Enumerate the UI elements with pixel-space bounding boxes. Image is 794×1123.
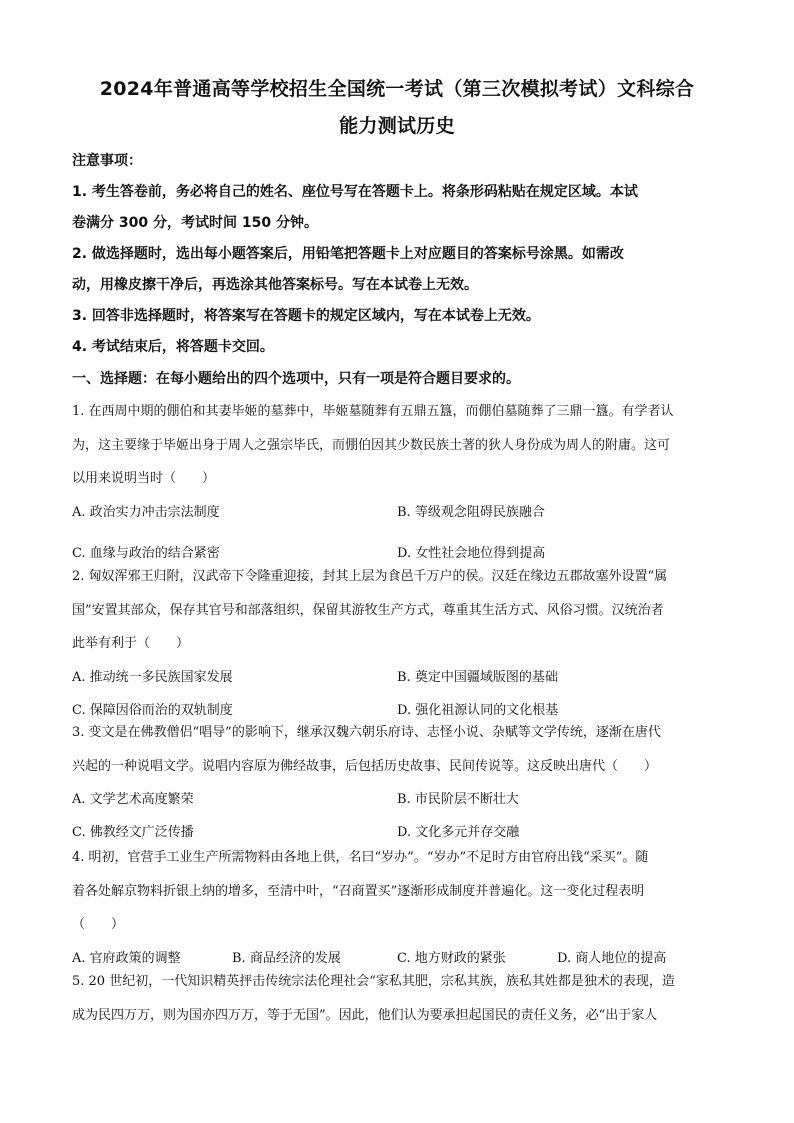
instruction-2: 2. 做选择题时，选出每小题答案后，用铅笔把答题卡上对应题目的答案标号涂黑。如需改 [72,246,624,262]
option-a[interactable]: A. 推动统一多民族国家发展 [72,669,233,685]
option-c[interactable]: C. 血缘与政治的结合紧密 [72,545,220,561]
question-text: 4. 明初，官营手工业生产所需物料由各地上供，名曰“岁办”。“岁办”不足时方由官府出钱“采买”。随 [72,850,649,865]
options-row [72,783,724,816]
instructions-heading: 注意事项： [72,153,142,169]
option-a[interactable]: A. 文学艺术高度繁荣 [72,792,194,807]
options-row [72,661,724,694]
option-b[interactable]: B. 等级观念阻碍民族融合 [397,504,545,520]
instruction-3: 3. 回答非选择题时，将答案写在答题卡的规定区域内，写在本试卷上无效。 [72,308,540,324]
question-text: 兴起的一种说唱文学。说唱内容原为佛经故事，后包括历史故事、民间传说等。这反映出唐代（ ） [72,758,658,774]
instructions [72,146,722,363]
exam-subtitle: 能力测试历史 [339,115,455,137]
section-heading: 一、选择题：在每小题给出的四个选项中，只有一项是符合题目要求的。 [72,371,520,387]
option-b[interactable]: B. 商品经济的发展 [232,950,341,966]
question-text: 2. 匈奴浑邪王归附，汉武帝下令隆重迎接，封其上层为食邑千万户的侯。汉廷在缘边五郡故塞外设置“属 [72,569,668,584]
question-3 [72,716,724,849]
question-2 [72,560,724,727]
question-text: 以用来说明当时（ ） [72,471,216,486]
option-a[interactable]: A. 官府政策的调整 [72,950,181,966]
option-b[interactable]: B. 市民阶层不断壮大 [397,792,519,807]
option-d[interactable]: D. 女性社会地位得到提高 [397,545,546,561]
instruction-4: 4. 考试结束后，将答题卡交回。 [72,339,274,355]
option-b[interactable]: B. 奠定中国疆域版图的基础 [397,669,558,685]
exam-title: 2024年普通高等学校招生全国统一考试（第三次模拟考试）文科综合 [99,78,695,100]
option-c[interactable]: C. 佛教经文广泛传播 [72,825,194,840]
question-text: （ ） [72,917,125,932]
question-text: 1. 在西周中期的倗伯和其妻毕姬的墓葬中，毕姬墓随葬有五鼎五簋，而倗伯墓随葬了三鼎一簋。有学者认 [72,404,674,419]
option-d[interactable]: D. 文化多元并存交融 [397,825,520,840]
question-1 [72,395,724,570]
option-c[interactable]: C. 保障因俗而治的双轨制度 [72,702,233,718]
question-text: 3. 变文是在佛教僧侣“唱导”的影响下，继承汉魏六朝乐府诗、志怪小说、杂赋等文学传统，逐渐在唐代 [72,725,661,740]
question-text: 着各处解京物料折银上纳的增多，至清中叶，“召商置买”逐渐形成制度并普遍化。这一变化过程表明 [72,883,645,899]
option-c[interactable]: C. 地方财政的紧张 [397,950,506,966]
option-a[interactable]: A. 政治实力冲击宗法制度 [72,504,220,520]
question-text: 国”安置其部众，保存其官号和部落组织，保留其游牧生产方式，尊重其生活方式、风俗习惯。汉统治者 [72,602,664,618]
question-text: 5. 20 世纪初，一代知识精英抨击传统宗法伦理社会“家私其肥，宗私其族，族私其姓都是独术的表现，造 [72,974,675,989]
instruction-1-cont: 卷满分 300 分，考试时间 150 分钟。 [72,215,318,231]
option-d[interactable]: D. 商人地位的提高 [557,950,667,966]
question-text: 此举有利于（ ） [72,636,190,651]
instruction-1: 1. 考生答卷前，务必将自己的姓名、座位号写在答题卡上。将条形码粘贴在规定区域。本试 [72,184,638,200]
question-text: 成为民四万万，则为国亦四万万，等于无国”。因此，他们认为要承担起国民的责任义务，必“出于家人 [72,1007,658,1023]
option-d[interactable]: D. 强化祖源认同的文化根基 [397,702,559,718]
question-4 [72,841,724,975]
question-text: 为，这主要缘于毕姬出身于周人之强宗毕氏，而倗伯因其少数民族土著的狄人身份成为周人的附庸。这可 [72,437,671,453]
options-row [72,496,724,529]
instruction-2-cont: 动，用橡皮擦干净后，再选涂其他答案标号。写在本试卷上无效。 [72,277,478,293]
question-5 [72,965,724,1032]
